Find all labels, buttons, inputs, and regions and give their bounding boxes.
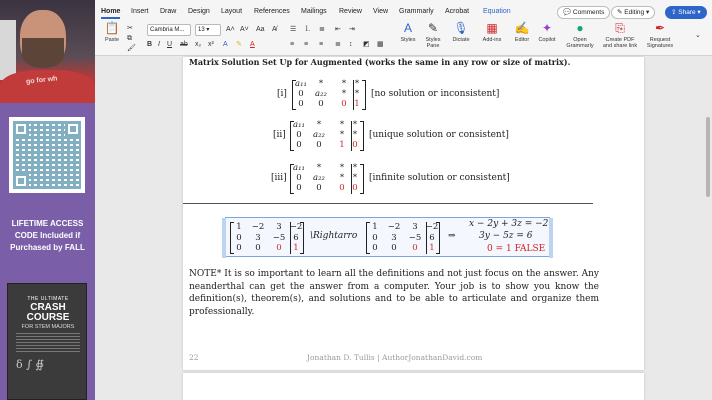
matrix-label: [i] [277, 89, 287, 99]
addins-icon: ▦ [486, 21, 498, 35]
highlight-icon[interactable]: ✎ [236, 41, 242, 48]
open-grammarly-button[interactable]: ● Open Grammarly [566, 21, 594, 49]
page-number: 22 [189, 353, 199, 362]
system-equation-2: 3y − 5z = 6 [479, 231, 533, 241]
grammarly-icon: ● [576, 21, 584, 35]
note-paragraph: NOTE* It is so important to learn all the definitions and not just focus on the answer. Any neanderthal can get the answer from a computer. Your job is to show you know the definition(s), theorem(s), and solutions and to be able to articulate and organize them professionally. [189, 269, 599, 317]
pdf-icon: ⎘ [615, 21, 625, 35]
qr-code [9, 117, 85, 193]
comments-button[interactable]: 💬 Comments [557, 6, 610, 19]
italic-icon[interactable]: I [158, 41, 160, 48]
matrix-row-iii [183, 160, 644, 198]
subscript-icon[interactable]: x₂ [195, 41, 202, 48]
matrix-desc: [no solution or inconsistent] [371, 89, 500, 99]
document-page[interactable] [183, 57, 644, 370]
styles-icon: A [403, 21, 412, 35]
styles-pane-icon: ✎ [427, 21, 439, 35]
font-size-field[interactable]: 13 ▾ [195, 24, 221, 36]
editing-button[interactable]: ✎ Editing ▾ [611, 6, 655, 19]
microphone-icon: 🎙 [453, 21, 469, 35]
cut-icon[interactable]: ✂ [127, 25, 133, 32]
webcam-feed [0, 0, 95, 103]
matrix-desc: [infinite solution or consistent] [369, 173, 510, 183]
increase-indent-icon[interactable]: ⇥ [349, 26, 355, 33]
vertical-scrollbar[interactable] [706, 117, 710, 197]
addins-button[interactable]: ▦ Add-ins [478, 22, 506, 43]
matrix-label: [iii] [271, 173, 287, 183]
matrix-row-ii [183, 117, 644, 155]
tab-layout[interactable]: Layout [221, 8, 243, 15]
copilot-icon: ✦ [541, 21, 553, 35]
page-footer: Jonathan D. Tullis | AuthorJonathanDavid.com [307, 353, 483, 362]
next-page[interactable] [183, 373, 644, 400]
shading-icon[interactable]: ◩ [363, 41, 370, 48]
word-window [95, 0, 712, 400]
align-center-icon[interactable]: ≡ [304, 41, 309, 48]
copy-icon[interactable]: ⧉ [127, 35, 132, 42]
tab-references[interactable]: References [254, 8, 290, 15]
augmented-matrix-right: 1 −2 3 −2 0 3 −5 6 0 0 0 1 [366, 222, 440, 254]
tab-equation[interactable]: Equation [483, 8, 511, 15]
bullets-icon[interactable]: ☰ [290, 26, 297, 33]
document-area[interactable] [95, 57, 712, 400]
paste-button[interactable]: 📋 Paste [101, 22, 123, 43]
format-painter-icon[interactable]: 🖌 [127, 45, 136, 52]
menu-bar [95, 0, 712, 19]
justify-icon[interactable]: ≣ [335, 41, 341, 48]
implies-arrow: ⇒ [448, 231, 456, 241]
tab-review[interactable]: Review [339, 8, 362, 15]
matrix-label: [ii] [273, 130, 286, 140]
underline-icon[interactable]: U [167, 41, 173, 48]
matrix-desc: [unique solution or consistent] [369, 130, 509, 140]
share-button[interactable]: ⇪ Share ▾ [665, 6, 707, 19]
align-left-icon[interactable]: ≡ [290, 41, 295, 48]
clear-formatting-icon[interactable]: A̸ [272, 26, 277, 33]
promo-text: LIFETIME ACCESS CODE Included if Purchased by FALL [10, 219, 85, 252]
matrix-row-i [183, 76, 644, 114]
styles-button[interactable]: A Styles [395, 22, 421, 43]
ribbon-collapse-icon[interactable]: ⌄ [695, 32, 701, 39]
signature-icon: ✒ [654, 21, 666, 35]
styles-pane-button[interactable]: ✎ Styles Pane [421, 22, 445, 49]
superscript-icon[interactable]: x² [208, 41, 214, 48]
change-case-icon[interactable]: Aa [256, 26, 265, 33]
editor-icon: ✍ [514, 21, 530, 35]
tab-mailings[interactable]: Mailings [301, 8, 327, 15]
font-color-icon[interactable]: A [250, 41, 255, 48]
stream-sidebar [0, 0, 95, 400]
font-name-field[interactable]: Cambria M... [147, 24, 191, 36]
system-equation-3: 0 = 1 FALSE [487, 244, 546, 254]
book-cover: THE ULTIMATE CRASH COURSE FOR STEM MAJORS δ ∫ ∯ [7, 283, 87, 400]
align-right-icon[interactable]: ≡ [319, 41, 324, 48]
editor-button[interactable]: ✍ Editor [510, 22, 534, 43]
create-pdf-button[interactable]: ⎘ Create PDF and share link [602, 21, 638, 49]
strikethrough-icon[interactable]: ab [180, 41, 188, 48]
augmented-matrix-left: 1 −2 3 −2 0 3 −5 6 0 0 0 1 [230, 222, 304, 254]
request-signatures-button[interactable]: ✒ Request Signatures [643, 22, 677, 49]
rightarrow-command: \Rightarro [310, 231, 358, 241]
copilot-button[interactable]: ✦ Copilot [534, 22, 560, 43]
dictate-button[interactable]: 🎙 Dictate [448, 22, 474, 43]
tab-draw[interactable]: Draw [160, 8, 177, 15]
line-spacing-icon[interactable]: ↕ [349, 41, 353, 48]
doc-heading: Matrix Solution Set Up for Augmented (works the same in any row or size of matrix). [189, 57, 571, 67]
text-effects-icon[interactable]: A [223, 41, 228, 48]
augmented-matrix: a₁₁ * * * 0 a₂₂ * * 0 0 1 0 [290, 121, 364, 151]
system-equation-1: x − 2y + 3z = −2 [469, 219, 549, 229]
decrease-indent-icon[interactable]: ⇤ [335, 26, 341, 33]
tab-acrobat[interactable]: Acrobat [445, 8, 470, 15]
multilevel-list-icon[interactable]: ≣ [319, 26, 325, 33]
shrink-font-icon[interactable]: A˅ [240, 26, 249, 33]
grow-font-icon[interactable]: A˄ [226, 26, 235, 33]
numbering-icon[interactable]: ⒈ [304, 26, 311, 33]
augmented-matrix: a₁₁ * * * 0 a₂₂ * * 0 0 0 1 [292, 80, 366, 110]
augmented-matrix: a₁₁ * * * 0 a₂₂ * * 0 0 0 0 [290, 164, 364, 194]
borders-icon[interactable]: ▦ [377, 41, 384, 48]
tab-view[interactable]: View [373, 8, 389, 15]
horizontal-rule [183, 203, 593, 204]
equation-editor[interactable] [225, 217, 550, 257]
tab-grammarly[interactable]: Grammarly [399, 8, 434, 15]
bold-icon[interactable]: B [147, 41, 153, 48]
tab-design[interactable]: Design [188, 8, 210, 15]
ribbon [95, 19, 712, 56]
tab-home[interactable]: Home [101, 8, 121, 15]
shirt-text: go for wh [25, 75, 58, 86]
tab-insert[interactable]: Insert [131, 8, 149, 15]
clipboard-icon: 📋 [104, 21, 120, 35]
